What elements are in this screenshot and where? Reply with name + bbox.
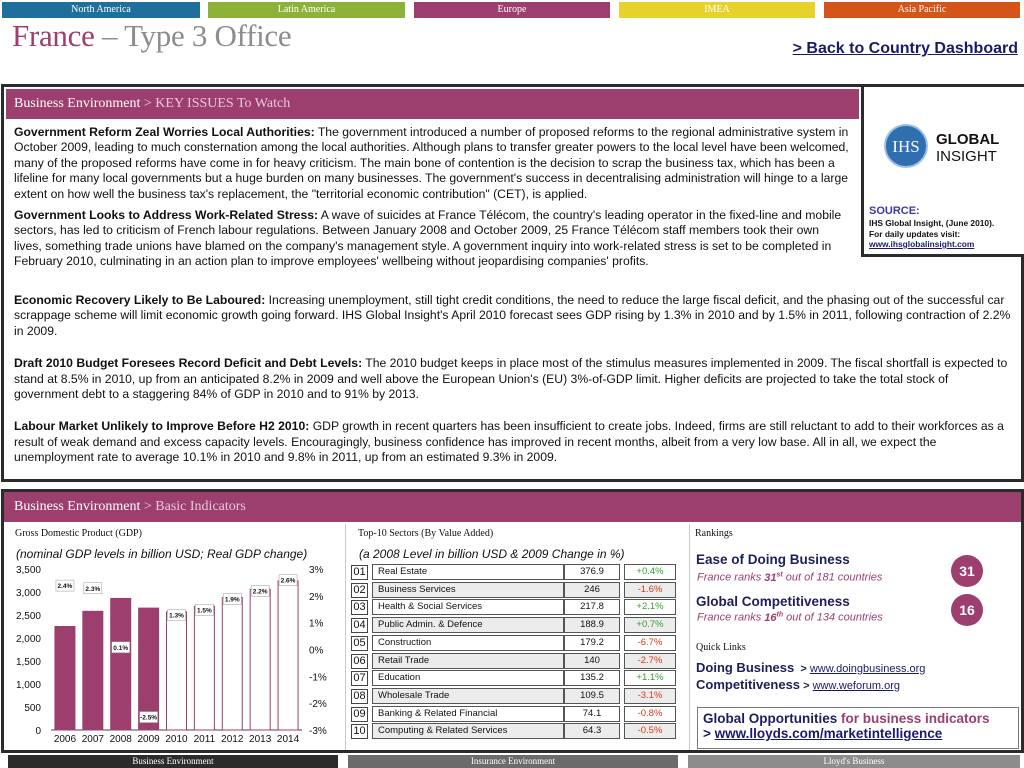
page-title-country: France — [12, 18, 95, 53]
sector-name: Computing & Related Services — [372, 723, 564, 739]
sector-rank: 08 — [351, 689, 368, 704]
logo-ihs-text: IHS — [892, 137, 920, 156]
chart-x-tick-label: 2014 — [276, 734, 300, 745]
gdp-growth-label: -2.5% — [140, 714, 158, 722]
sector-rank: 03 — [351, 600, 368, 615]
sector-value: 140 — [564, 653, 620, 669]
sector-row — [351, 722, 681, 739]
sector-change: -0.5% — [624, 723, 676, 739]
ease-rank-badge: 31 — [951, 555, 983, 587]
ihs-global-insight-logo — [884, 123, 1009, 169]
sector-change: +0.4% — [624, 564, 676, 580]
sector-change: -3.1% — [624, 688, 676, 704]
gdp-growth-label: 2.3% — [85, 585, 101, 593]
key-issues-title: Business Environment — [14, 96, 141, 111]
quick-links-heading: Quick Links — [696, 642, 746, 653]
sector-change: -2.7% — [624, 653, 676, 669]
gdp-bar — [278, 581, 298, 730]
gdp-chart — [4, 492, 344, 756]
rank-suffix: st — [776, 571, 783, 578]
competitiveness-rank-badge: 16 — [951, 594, 983, 626]
sector-name: Wholesale Trade — [372, 688, 564, 704]
gdp-growth-label: 1.9% — [224, 596, 240, 604]
key-issue-body: The 2010 budget keeps in place most of the stimulus measures implemented in 2009. The fiscal shortfall is expected to stand at 8.5% in 2010, up from an anticipated 8.2% in 2009 and well above the European Union's (EU) 3%-of-GDP limit. Higher deficits are projected to take the total stock of government debt to a staggering 84% of GDP in 2010 and to 91% by 2013. — [14, 356, 1008, 402]
ease-rank-value — [764, 572, 782, 584]
bottom-tab-business-environment[interactable]: Business Environment — [8, 755, 338, 768]
quick-link-url[interactable]: www.weforum.org — [812, 680, 901, 692]
region-tab-north-america[interactable]: North America — [2, 2, 200, 18]
back-to-dashboard-link[interactable]: > Back to Country Dashboard — [792, 40, 1018, 57]
sector-row — [351, 563, 681, 580]
rank-text-suffix: out of 134 countries — [783, 611, 883, 624]
key-issue-item — [14, 293, 1014, 339]
quick-link-doing-business — [696, 660, 925, 675]
bottom-tab-insurance-environment[interactable]: Insurance Environment — [348, 755, 678, 768]
comp-rank-value — [764, 612, 783, 624]
sector-rank: 02 — [351, 583, 368, 598]
gdp-growth-label: 2.6% — [280, 577, 296, 585]
chart-right-tick-label: 1% — [309, 618, 324, 630]
sector-row — [351, 581, 681, 598]
sector-row — [351, 652, 681, 669]
sector-value: 74.1 — [564, 706, 620, 722]
sector-name: Business Services — [372, 582, 564, 598]
chart-left-tick-label: 0 — [35, 726, 41, 737]
chart-left-tick-label: 1,000 — [15, 680, 41, 691]
sector-row — [351, 634, 681, 651]
chart-left-tick-label: 1,500 — [15, 657, 41, 668]
column-divider — [689, 524, 690, 750]
source-text — [869, 218, 1024, 250]
sector-value: 246 — [564, 582, 620, 598]
rank-text-prefix: France ranks — [697, 611, 765, 624]
rank-number: 31 — [764, 571, 777, 584]
gdp-growth-label: 2.4% — [57, 583, 73, 591]
global-opportunities-link-row — [703, 726, 1013, 741]
global-opportunities-title — [703, 711, 1013, 726]
key-issue-heading: Labour Market Unlikely to Improve Before H2 2010: — [14, 419, 310, 434]
rank-text-suffix: out of 181 countries — [782, 571, 883, 584]
chart-x-tick-label: 2012 — [221, 734, 244, 745]
logo-insight-text: INSIGHT — [936, 148, 997, 165]
gdp-heading: Gross Domestic Product (GDP) — [15, 528, 142, 539]
region-tab-latin-america[interactable]: Latin America — [208, 2, 405, 18]
sector-name: Education — [372, 670, 564, 686]
gdp-growth-label: 0.1% — [113, 644, 129, 652]
rankings-heading: Rankings — [695, 528, 733, 539]
rank-suffix: th — [776, 611, 784, 618]
bottom-tab-lloyds-business[interactable]: Lloyd's Business — [688, 755, 1020, 768]
key-issue-item — [14, 356, 1014, 402]
competitiveness-text — [697, 611, 883, 624]
sector-value: 188.9 — [564, 617, 620, 633]
sectors-note: (a 2008 Level in billion USD & 2009 Change in %) — [359, 547, 625, 561]
gdp-growth-label: 2.2% — [252, 588, 268, 596]
chart-right-tick-label: 0% — [309, 645, 324, 657]
gdp-bar — [167, 612, 187, 730]
chart-left-tick-label: 3,500 — [15, 565, 41, 576]
ease-of-business-title: Ease of Doing Business — [696, 552, 850, 567]
quick-link-label: Doing Business — [696, 660, 795, 675]
source-line: For daily updates visit: — [869, 228, 961, 239]
column-divider — [345, 524, 346, 750]
region-nav — [0, 2, 1024, 18]
key-issue-item — [14, 419, 1014, 465]
chart-right-tick-label: -3% — [309, 726, 327, 737]
chart-right-tick-label: -2% — [309, 699, 327, 711]
key-issues-header — [6, 89, 859, 119]
gdp-growth-label: 1.5% — [196, 607, 212, 615]
key-issue-body: GDP growth in recent quarters has been insufficient to create jobs. Indeed, firms are still reluctant to add to their workforces as a result of weak demand and excess capacity levels. Encouragingly, business confidence has improved in recent months, albeit from a very low base. All in all, we expect the unemployment rate to average 10.1% in 2010 and 9.8% in 2011, up from an estimated 9.3% in 2009. — [14, 419, 1004, 465]
quick-link-sep: > — [794, 663, 810, 675]
global-opportunities-box — [697, 707, 1019, 749]
sectors-heading: Top-10 Sectors (By Value Added) — [358, 528, 494, 539]
page-title-type: – Type 3 Office — [94, 18, 292, 53]
quick-link-url[interactable]: www.doingbusiness.org — [809, 663, 926, 675]
sector-name: Public Admin. & Defence — [372, 617, 564, 633]
sector-rank: 10 — [351, 724, 368, 739]
basic-indicators-title: Business Environment — [14, 499, 141, 514]
sector-rank: 07 — [351, 671, 368, 686]
key-issue-heading: Government Looks to Address Work-Related Stress: — [14, 208, 319, 223]
key-issues-text-bottom — [14, 293, 1014, 483]
sector-rank: 06 — [351, 654, 368, 669]
sector-value: 109.5 — [564, 688, 620, 704]
key-issue-heading: Economic Recovery Likely to Be Laboured: — [14, 293, 266, 307]
gdp-bar — [222, 598, 242, 730]
chart-x-tick-label: 2010 — [165, 734, 188, 745]
chart-right-tick-label: 2% — [309, 591, 324, 603]
sector-row — [351, 598, 681, 615]
sector-value: 217.8 — [564, 599, 620, 615]
sector-change: -6.7% — [624, 635, 676, 651]
rank-number: 16 — [764, 611, 777, 624]
key-issue-body: Increasing unemployment, still tight credit conditions, the need to reduce the large fiscal deficit, and the phasing out of the successful car scrappage scheme will limit economic growth going forward. IHS Global Insight's April 2010 forecast sees GDP rising by 1.3% in 2010 and by 1.5% in 2011, following contraction of 2.2% in 2009. — [14, 293, 1011, 338]
key-issue-item — [14, 125, 850, 202]
key-issues-panel — [1, 84, 1024, 482]
logo-global-text: GLOBAL — [936, 131, 1000, 148]
sector-row — [351, 687, 681, 704]
chart-x-tick-label: 2009 — [137, 734, 160, 745]
key-issue-body: The government introduced a number of proposed reforms to the regional administrative system in October 2009, leading to much consternation among the local authorities. Although plans to transfer greater powers to the local level have been welcomed, many of the proposed reforms have come in for heavy criticism. The main bone of contention is the decision to scrap the business tax, which has been a lifeline for many local governments but a huge burden on many businesses. The government's success in decentralising administration will hinge to a large extent on how well the business tax's replacement, the "territorial economic contribution" (CET), is applied. — [14, 125, 849, 201]
quick-link-sep: > — [800, 680, 813, 692]
chart-x-tick-label: 2008 — [109, 734, 132, 745]
chart-x-tick-label: 2011 — [193, 734, 216, 745]
key-issue-body: A wave of suicides at France Télécom, the country's leading operator in the fixed-line and mobile sectors, has led to criticism of French labour regulations. Between January 2008 and October 2009, 25 France Télécom staff members took their own lives, something trade unions have blamed on the company's management style. A government inquiry into work-related stress is set to be completed in February 2010, culminating in an action plan to improve employees' wellbeing without jeopardising companies' profits. — [14, 208, 842, 269]
gdp-bar — [83, 611, 103, 730]
sector-name: Health & Social Services — [372, 599, 564, 615]
global-opps-prefix: > — [703, 726, 715, 741]
sector-row — [351, 669, 681, 686]
sector-value: 179.2 — [564, 635, 620, 651]
quick-link-competitiveness — [696, 677, 900, 692]
chart-left-tick-label: 500 — [24, 703, 41, 714]
sector-change: +0.7% — [624, 617, 676, 633]
page-title — [12, 18, 291, 54]
gdp-growth-label: 1.3% — [169, 612, 184, 620]
key-issues-text-top — [14, 125, 850, 276]
basic-indicators-panel — [1, 489, 1024, 753]
gdp-bar — [194, 606, 214, 730]
sector-rank: 05 — [351, 636, 368, 651]
sector-name: Banking & Related Financial — [372, 706, 564, 722]
competitiveness-title: Global Competitiveness — [696, 594, 850, 609]
sector-name: Construction — [372, 635, 564, 651]
global-opps-link[interactable]: www.lloyds.com/marketintelligence — [714, 726, 943, 741]
sector-change: -1.6% — [624, 582, 676, 598]
sector-value: 64.3 — [564, 723, 620, 739]
global-opps-accent: for business indicators — [837, 711, 990, 726]
key-issue-item — [14, 208, 850, 270]
chart-right-tick-label: -1% — [309, 672, 327, 684]
sector-change: +2.1% — [624, 599, 676, 615]
region-tab-imea[interactable]: IMEA — [619, 2, 815, 18]
chart-left-tick-label: 2,500 — [15, 611, 41, 622]
basic-indicators-subtitle: > Basic Indicators — [140, 499, 246, 514]
sector-rank: 09 — [351, 707, 368, 722]
sector-change: -0.8% — [624, 706, 676, 722]
key-issues-subtitle: > KEY ISSUES To Watch — [140, 96, 291, 111]
gdp-bar — [55, 627, 75, 731]
sector-change: +1.1% — [624, 670, 676, 686]
chart-right-tick-label: 3% — [309, 565, 324, 576]
chart-x-tick-label: 2007 — [81, 734, 104, 745]
sector-row — [351, 705, 681, 722]
sector-value: 135.2 — [564, 670, 620, 686]
gdp-bar — [250, 589, 270, 730]
sector-value: 376.9 — [564, 564, 620, 580]
sector-rank: 01 — [351, 565, 368, 580]
key-issue-heading: Draft 2010 Budget Foresees Record Deficit and Debt Levels: — [14, 356, 363, 371]
source-label: SOURCE: — [869, 205, 920, 217]
region-tab-asia-pacific[interactable]: Asia Pacific — [824, 2, 1020, 18]
sector-row — [351, 616, 681, 633]
global-opps-title-text: Global Opportunities — [703, 711, 838, 726]
gdp-bar — [111, 598, 131, 730]
bottom-nav — [0, 755, 1024, 768]
quick-link-label: Competitiveness — [696, 677, 801, 692]
sector-name: Retail Trade — [372, 653, 564, 669]
chart-x-tick-label: 2013 — [249, 734, 272, 745]
key-issue-heading: Government Reform Zeal Worries Local Authorities: — [14, 125, 315, 139]
chart-x-tick-label: 2006 — [53, 734, 77, 745]
source-line: IHS Global Insight, (June 2010). — [869, 218, 995, 228]
source-link[interactable]: www.ihsglobalinsight.com — [869, 239, 975, 249]
gdp-note: (nominal GDP levels in billion USD; Real GDP change) — [16, 547, 308, 561]
sector-rank: 04 — [351, 618, 368, 633]
rank-text-prefix: France ranks — [697, 571, 765, 584]
region-tab-europe[interactable]: Europe — [414, 2, 610, 18]
chart-left-tick-label: 3,000 — [15, 588, 41, 599]
ease-of-business-text — [697, 571, 882, 584]
chart-left-tick-label: 2,000 — [15, 634, 41, 645]
sector-name: Real Estate — [372, 564, 564, 580]
source-box — [861, 87, 1024, 257]
